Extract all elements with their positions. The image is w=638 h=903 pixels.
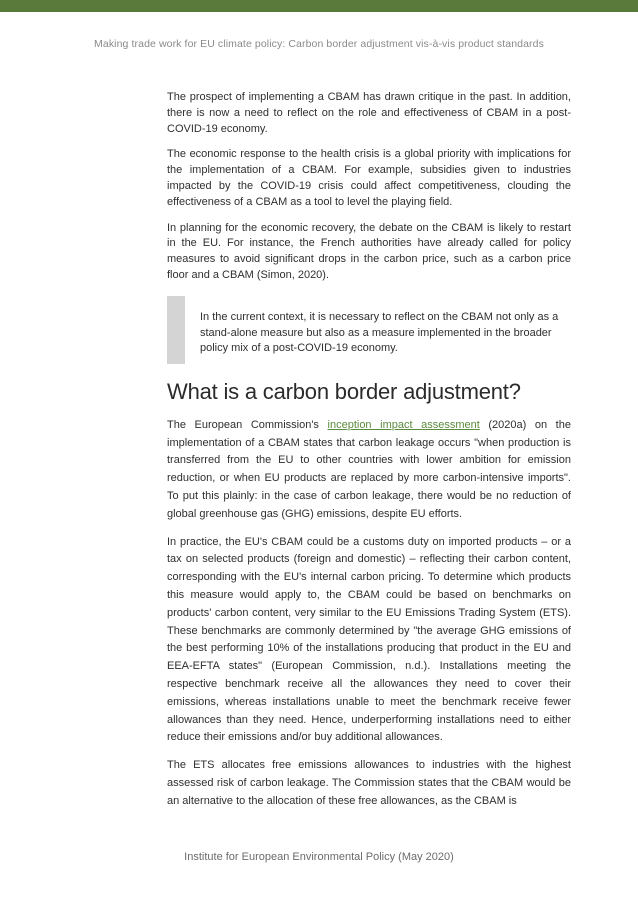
section-paragraph-2: In practice, the EU's CBAM could be a customs duty on imported products – or a tax on selected products (foreign and domestic) – reflecting their carbon content, corresponding with the EU's internal carbon pricing. To determine which products this measure would apply to, the CBAM could be based on benchmarks on products' carbon content, very similar to the EU Emissions Trading System (ETS). These benchmarks are commonly determined by "the average GHG emissions of the best performing 10% of the installations producing that product in the EU and EEA-EFTA states" (European Commission, n.d.). Installations meeting the respective benchmark receive all the allowances they need to cover their emissions, whereas installations unable to meet the benchmark receive fewer allowances than they need. Hence, underperforming installations need to either reduce their emissions and/or buy additional allowances. <box>167 535 571 744</box>
callout-text: In the current context, it is necessary to reflect on the CBAM not only as a stand-alone measure but also as a measure implemented in the broader policy mix of a post-COVID-19 economy. <box>200 310 559 355</box>
section-paragraph-3: The ETS allocates free emissions allowances to industries with the highest assessed risk of carbon leakage. The Commission states that the CBAM would be an alternative to the allocation of these free allowances, as the CBAM is <box>167 759 571 807</box>
top-accent-bar <box>0 0 638 12</box>
section-paragraph-1 <box>167 417 571 524</box>
intro-paragraph-3: In planning for the economic recovery, the debate on the CBAM is likely to restart in the EU. For instance, the French authorities have already called for policy measures to avoid significant drops in the carbon price, such as a carbon price floor and a CBAM (Simon, 2020). <box>167 221 571 281</box>
inception-impact-assessment-link[interactable]: inception impact assessment <box>327 418 480 431</box>
page-content <box>167 90 571 821</box>
intro-paragraph-2: The economic response to the health crisis is a global priority with implications for the implementation of a CBAM. For example, subsidies given to industries impacted by the COVID-19 crisis could affect competitiveness, clouding the effectiveness of a CBAM as a tool to level the playing field. <box>167 148 571 208</box>
running-header: Making trade work for EU climate policy: Carbon border adjustment vis-à-vis product standards <box>94 38 544 50</box>
page-footer: Institute for European Environmental Policy (May 2020) <box>184 851 454 863</box>
callout-bar <box>167 296 185 364</box>
section-paragraph-1-start: The European Commission's <box>167 418 328 431</box>
section-paragraph-1-rest: (2020a) on the implementation of a CBAM states that carbon leakage occurs "when production is transferred from the EU to other countries with lower ambition for emission reduction, or when EU products are replaced by more carbon-intensive imports". To put this plainly: in the case of carbon leakage, there would be no reduction of global greenhouse gas (GHG) emissions, despite EU efforts. <box>167 418 571 520</box>
callout-box <box>167 296 571 363</box>
section-heading: What is a carbon border adjustment? <box>167 378 521 404</box>
intro-paragraph-1: The prospect of implementing a CBAM has drawn critique in the past. In addition, there is now a need to reflect on the role and effectiveness of CBAM in a post-COVID-19 economy. <box>167 91 571 135</box>
